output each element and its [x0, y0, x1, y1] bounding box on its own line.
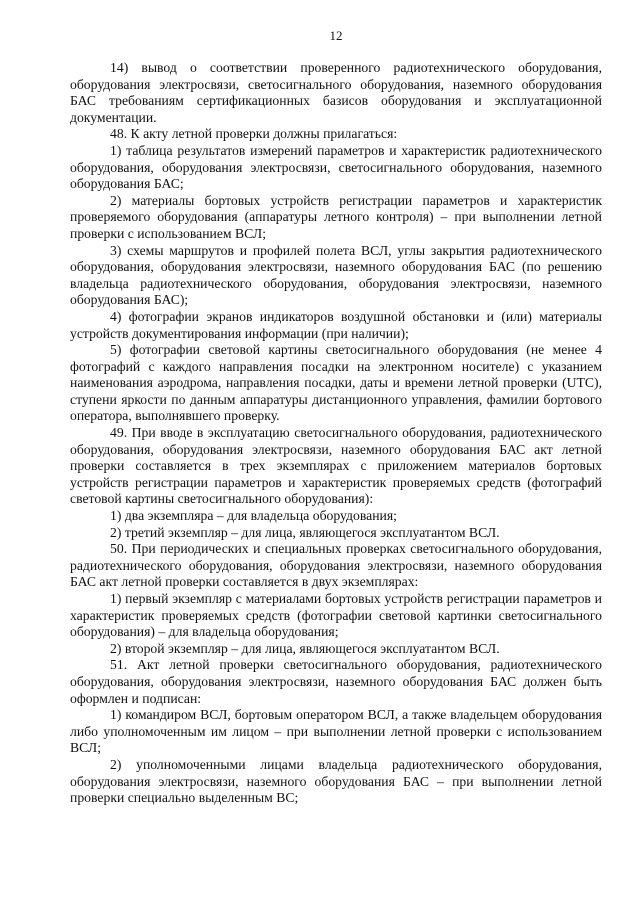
paragraph-48-item-5: 5) фотографии световой картины светосигнального оборудования (не менее 4 фотографий с каждого направления посадки на электронном носителе) с указанием наименования аэродрома, направления посадки, даты и времени летной проверки (UTC), ступени яркости по данным аппаратуры дистанционного управления, фамилии бортового оператора, выполнявшего проверку.	[70, 342, 602, 424]
paragraph-48-item-4: 4) фотографии экранов индикаторов воздушной обстановки и (или) материалы устройств документирования информации (при наличии);	[70, 308, 602, 341]
paragraph-48-item-2: 2) материалы бортовых устройств регистрации параметров и характеристик проверяемого оборудования (аппаратуры летного контроля) – при выполнении летной проверки с использованием ВСЛ;	[70, 192, 602, 241]
paragraph-48-item-1: 1) таблица результатов измерений параметров и характеристик радиотехнического оборудования, оборудования электросвязи, светосигнального оборудования, наземного оборудования БАС;	[70, 142, 602, 192]
paragraph-49-item-1: 1) два экземпляра – для владельца оборудования;	[110, 508, 397, 524]
paragraph-14-conclusion: 14) вывод о соответствии проверенного радиотехнического оборудования, оборудования электросвязи, светосигнального оборудования, наземного оборудования БАС требованиям сертификационных базисов оборудования и эксплуатационной документации.	[70, 60, 602, 125]
paragraph-49: 49. При вводе в эксплуатацию светосигнального оборудования, радиотехнического оборудования, оборудования электросвязи, наземного оборудования БАС акт летной проверки составляется в трех экземплярах с приложением материалов бортовых устройств регистрации параметров и характеристик проверяемых средств (фотографий световой картины светосигнального оборудования):	[70, 425, 602, 507]
paragraph-51: 51. Акт летной проверки светосигнального оборудования, радиотехнического оборудования, оборудования электросвязи, наземного оборудования БАС должен быть оформлен и подписан:	[70, 657, 602, 706]
paragraph-50-item-1: 1) первый экземпляр с материалами бортовых устройств регистрации параметров и характеристик проверяемых средств (фотографии световой картинки светосигнального оборудования) – для владельца оборудования;	[70, 591, 602, 640]
paragraph-48-item-3: 3) схемы маршрутов и профилей полета ВСЛ, углы закрытия радиотехнического оборудования, оборудования электросвязи, наземного оборудования БАС (по решению владельца радиотехнического оборудования, оборудования электросвязи, наземного оборудования БАС);	[70, 242, 602, 308]
page-number: 12	[329, 28, 343, 43]
paragraph-50-item-2: 2) второй экземпляр – для лица, являющегося эксплуатантом ВСЛ.	[110, 640, 500, 656]
paragraph-51-item-1: 1) командиром ВСЛ, бортовым оператором ВСЛ, а также владельцем оборудования либо уполномоченным им лицом – при выполнении летной проверки с использованием ВСЛ;	[70, 707, 602, 756]
paragraph-48-heading: 48. К акту летной проверки должны прилагаться:	[110, 126, 398, 142]
paragraph-49-item-2: 2) третий экземпляр – для лица, являющегося эксплуатантом ВСЛ.	[110, 524, 500, 540]
document-body	[70, 60, 602, 807]
paragraph-50: 50. При периодических и специальных проверках светосигнального оборудования, радиотехнического оборудования, оборудования электросвязи, наземного оборудования БАС акт летной проверки составляется в двух экземплярах:	[70, 541, 602, 590]
paragraph-51-item-2: 2) уполномоченными лицами владельца радиотехнического оборудования, оборудования электросвязи, наземного оборудования БАС – при выполнении летной проверки специально выделенным ВС;	[70, 756, 602, 806]
